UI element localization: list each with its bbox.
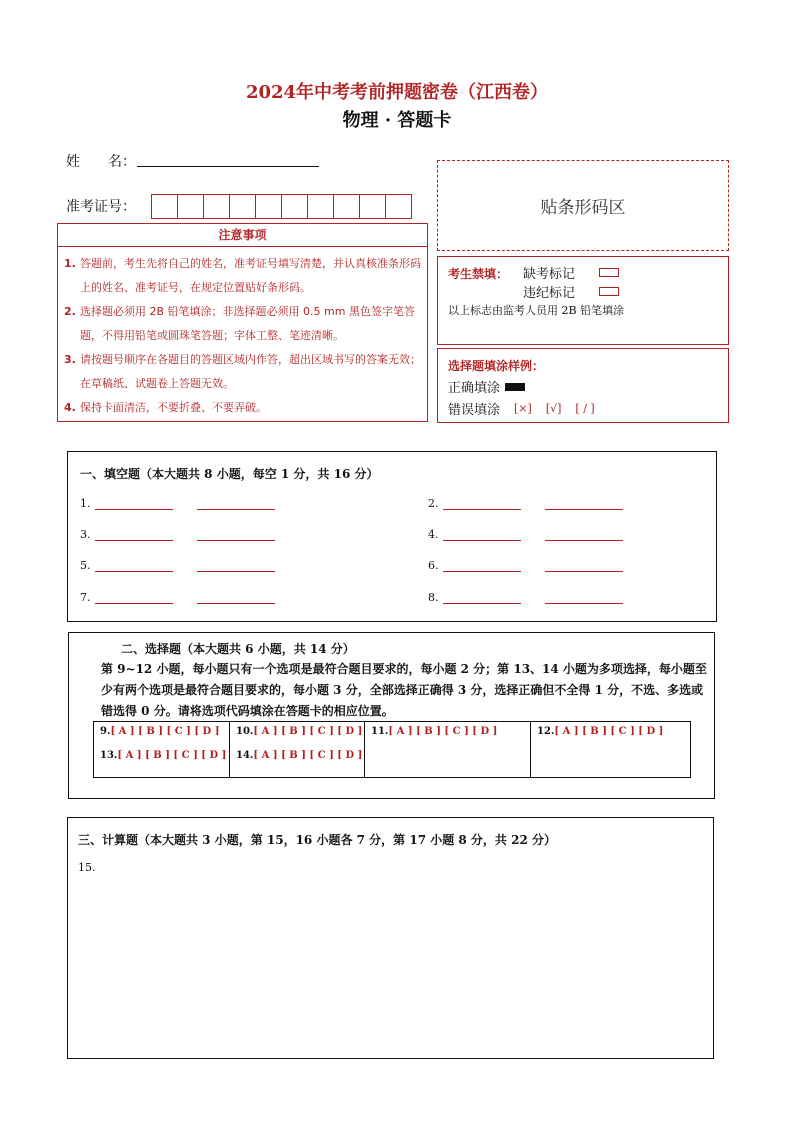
section3-title: 三、计算题（本大题共 3 小题，第 15，16 小题各 7 分，第 17 小题 8 分，共 22 分）	[78, 833, 556, 847]
blank-question	[428, 591, 623, 604]
answer-blank[interactable]	[95, 593, 173, 604]
notice-item-number: 2.	[64, 305, 76, 318]
notice-item-text: 请按题号顺序在各题目的答题区域内作答，超出区域书写的答案无效；在草稿纸、试题卷上答题无效。	[80, 353, 421, 390]
notice-list	[58, 247, 427, 420]
notice-item-text: 选择题必须用 2B 铅笔填涂；非选择题必须用 0.5 mm 黑色签字笔答题，不得用铅笔或圆珠笔答题；字体工整、笔迹清晰。	[80, 305, 415, 342]
absent-mark-label: 缺考标记	[523, 267, 576, 282]
notice-item-text: 保持卡面清洁，不要折叠、不要弄破。	[80, 401, 267, 414]
choice-cell	[365, 722, 531, 777]
page-title: 2024年中考考前押题密卷（江西卷）	[245, 82, 549, 103]
notice-item	[64, 348, 421, 396]
answer-blank[interactable]	[197, 499, 275, 510]
wrong-mark-check: [√]	[545, 402, 562, 415]
answer-blank[interactable]	[443, 593, 521, 604]
multiple-choice-section	[68, 632, 715, 799]
exam-id-digit-box[interactable]	[359, 194, 386, 219]
wrong-mark-cross: [×]	[514, 402, 532, 415]
exam-id-digit-box[interactable]	[307, 194, 334, 219]
answer-blank[interactable]	[197, 593, 275, 604]
violation-mark-label: 违纪标记	[523, 286, 576, 301]
notice-heading: 注意事项	[58, 224, 427, 247]
choice-options[interactable]: [ A ] [ B ] [ C ] [ D ]	[554, 726, 664, 737]
answer-blank[interactable]	[443, 499, 521, 510]
exam-id-digit-box[interactable]	[177, 194, 204, 219]
fill-blank-section	[67, 451, 717, 622]
question-15-label: 15.	[78, 861, 96, 874]
violation-mark-box[interactable]	[599, 287, 619, 296]
blank-question-number: 5.	[80, 559, 91, 572]
choice-cell	[230, 722, 365, 777]
choice-answer-grid	[93, 721, 691, 778]
notice-item-number: 1.	[64, 257, 76, 270]
notice-item-number: 3.	[64, 353, 76, 366]
notice-item	[64, 300, 421, 348]
blank-question	[80, 559, 275, 572]
blank-question-number: 8.	[428, 591, 439, 604]
blank-question-number: 2.	[428, 497, 439, 510]
answer-blank[interactable]	[545, 593, 623, 604]
absent-mark-box[interactable]	[599, 268, 619, 277]
correct-fill-label: 正确填涂	[448, 381, 501, 396]
exam-id-digit-box[interactable]	[333, 194, 360, 219]
choice-question[interactable]: 9.[ A ] [ B ] [ C ] [ D ]	[100, 726, 220, 737]
answer-blank[interactable]	[545, 499, 623, 510]
section1-title: 一、填空题（本大题共 8 小题，每空 1 分，共 16 分）	[80, 467, 379, 481]
wrong-mark-slash: [ / ]	[575, 402, 595, 415]
exam-id-boxes	[151, 194, 411, 219]
exam-id-digit-box[interactable]	[229, 194, 256, 219]
blank-question	[428, 528, 623, 541]
choice-cell	[94, 722, 230, 777]
choice-question[interactable]: 13.[ A ] [ B ] [ C ] [ D ]	[100, 750, 227, 761]
blank-question	[428, 497, 623, 510]
exam-id-digit-box[interactable]	[203, 194, 230, 219]
choice-options[interactable]: [ A ] [ B ] [ C ] [ D ]	[117, 750, 227, 761]
choice-options[interactable]: [ A ] [ B ] [ C ] [ D ]	[110, 726, 220, 737]
choice-question[interactable]: 12.[ A ] [ B ] [ C ] [ D ]	[537, 726, 664, 737]
calculation-section	[67, 817, 714, 1059]
correct-fill-row	[448, 377, 525, 396]
exam-id-digit-box[interactable]	[255, 194, 282, 219]
violation-mark-row	[523, 282, 619, 301]
notice-item	[64, 252, 421, 300]
section2-title: 二、选择题（本大题共 6 小题，共 14 分）	[121, 642, 355, 656]
blank-question	[80, 497, 275, 510]
forbidden-box	[437, 256, 729, 345]
choice-options[interactable]: [ A ] [ B ] [ C ] [ D ]	[388, 726, 498, 737]
name-field[interactable]	[137, 166, 319, 167]
answer-blank[interactable]	[197, 561, 275, 572]
answer-blank[interactable]	[95, 499, 173, 510]
fill-example-box	[437, 348, 729, 423]
notice-item-text: 答题前，考生先将自己的姓名，准考证号填写清楚，并认真核准条形码上的姓名、准考证号，在规定位置贴好条形码。	[80, 257, 421, 294]
exam-id-digit-box[interactable]	[385, 194, 412, 219]
notice-item	[64, 396, 421, 420]
forbidden-note: 以上标志由监考人员用 2B 铅笔填涂	[448, 304, 625, 317]
choice-cell	[531, 722, 690, 777]
answer-blank[interactable]	[95, 561, 173, 572]
fill-example-title: 选择题填涂样例：	[448, 359, 545, 373]
choice-options[interactable]: [ A ] [ B ] [ C ] [ D ]	[253, 726, 363, 737]
blank-question-number: 3.	[80, 528, 91, 541]
wrong-fill-label: 错误填涂	[448, 403, 501, 418]
blank-question	[80, 591, 275, 604]
choice-question[interactable]: 11.[ A ] [ B ] [ C ] [ D ]	[371, 726, 498, 737]
blank-question	[80, 528, 275, 541]
answer-blank[interactable]	[197, 530, 275, 541]
name-label: 姓 名：	[66, 154, 136, 170]
notice-box	[57, 223, 428, 422]
blank-question-number: 7.	[80, 591, 91, 604]
notice-item-number: 4.	[64, 401, 76, 414]
answer-blank[interactable]	[545, 530, 623, 541]
blank-question	[428, 559, 623, 572]
answer-blank[interactable]	[443, 530, 521, 541]
answer-blank[interactable]	[95, 530, 173, 541]
choice-question[interactable]: 14.[ A ] [ B ] [ C ] [ D ]	[236, 750, 363, 761]
answer-area-15[interactable]	[78, 880, 698, 1050]
barcode-area	[437, 160, 729, 251]
choice-options[interactable]: [ A ] [ B ] [ C ] [ D ]	[253, 750, 363, 761]
blank-question-number: 4.	[428, 528, 439, 541]
blank-question-number: 6.	[428, 559, 439, 572]
wrong-fill-row	[448, 399, 595, 418]
choice-question[interactable]: 10.[ A ] [ B ] [ C ] [ D ]	[236, 726, 363, 737]
blank-question-number: 1.	[80, 497, 91, 510]
exam-id-digit-box[interactable]	[281, 194, 308, 219]
exam-id-digit-box[interactable]	[151, 194, 178, 219]
barcode-label: 贴条形码区	[540, 198, 626, 218]
answer-blank[interactable]	[545, 561, 623, 572]
forbidden-label: 考生禁填：	[448, 267, 509, 281]
answer-blank[interactable]	[443, 561, 521, 572]
page-subtitle: 物理 · 答题卡	[342, 110, 452, 131]
exam-id-label: 准考证号：	[66, 199, 136, 215]
section2-instructions: 第 9~12 小题，每小题只有一个选项是最符合题目要求的，每小题 2 分；第 13、14 小题为多项选择，每小题至少有两个选项是最符合题目要求的，每小题 3 分，全部选择正确得 3 分，选择正确但不全得 1 分，不选、多选或错选得 0 分。请将选项代码填涂在答题卡的相应位置。	[101, 662, 707, 718]
absent-mark-row	[523, 263, 619, 282]
filled-mark-sample	[505, 383, 525, 391]
